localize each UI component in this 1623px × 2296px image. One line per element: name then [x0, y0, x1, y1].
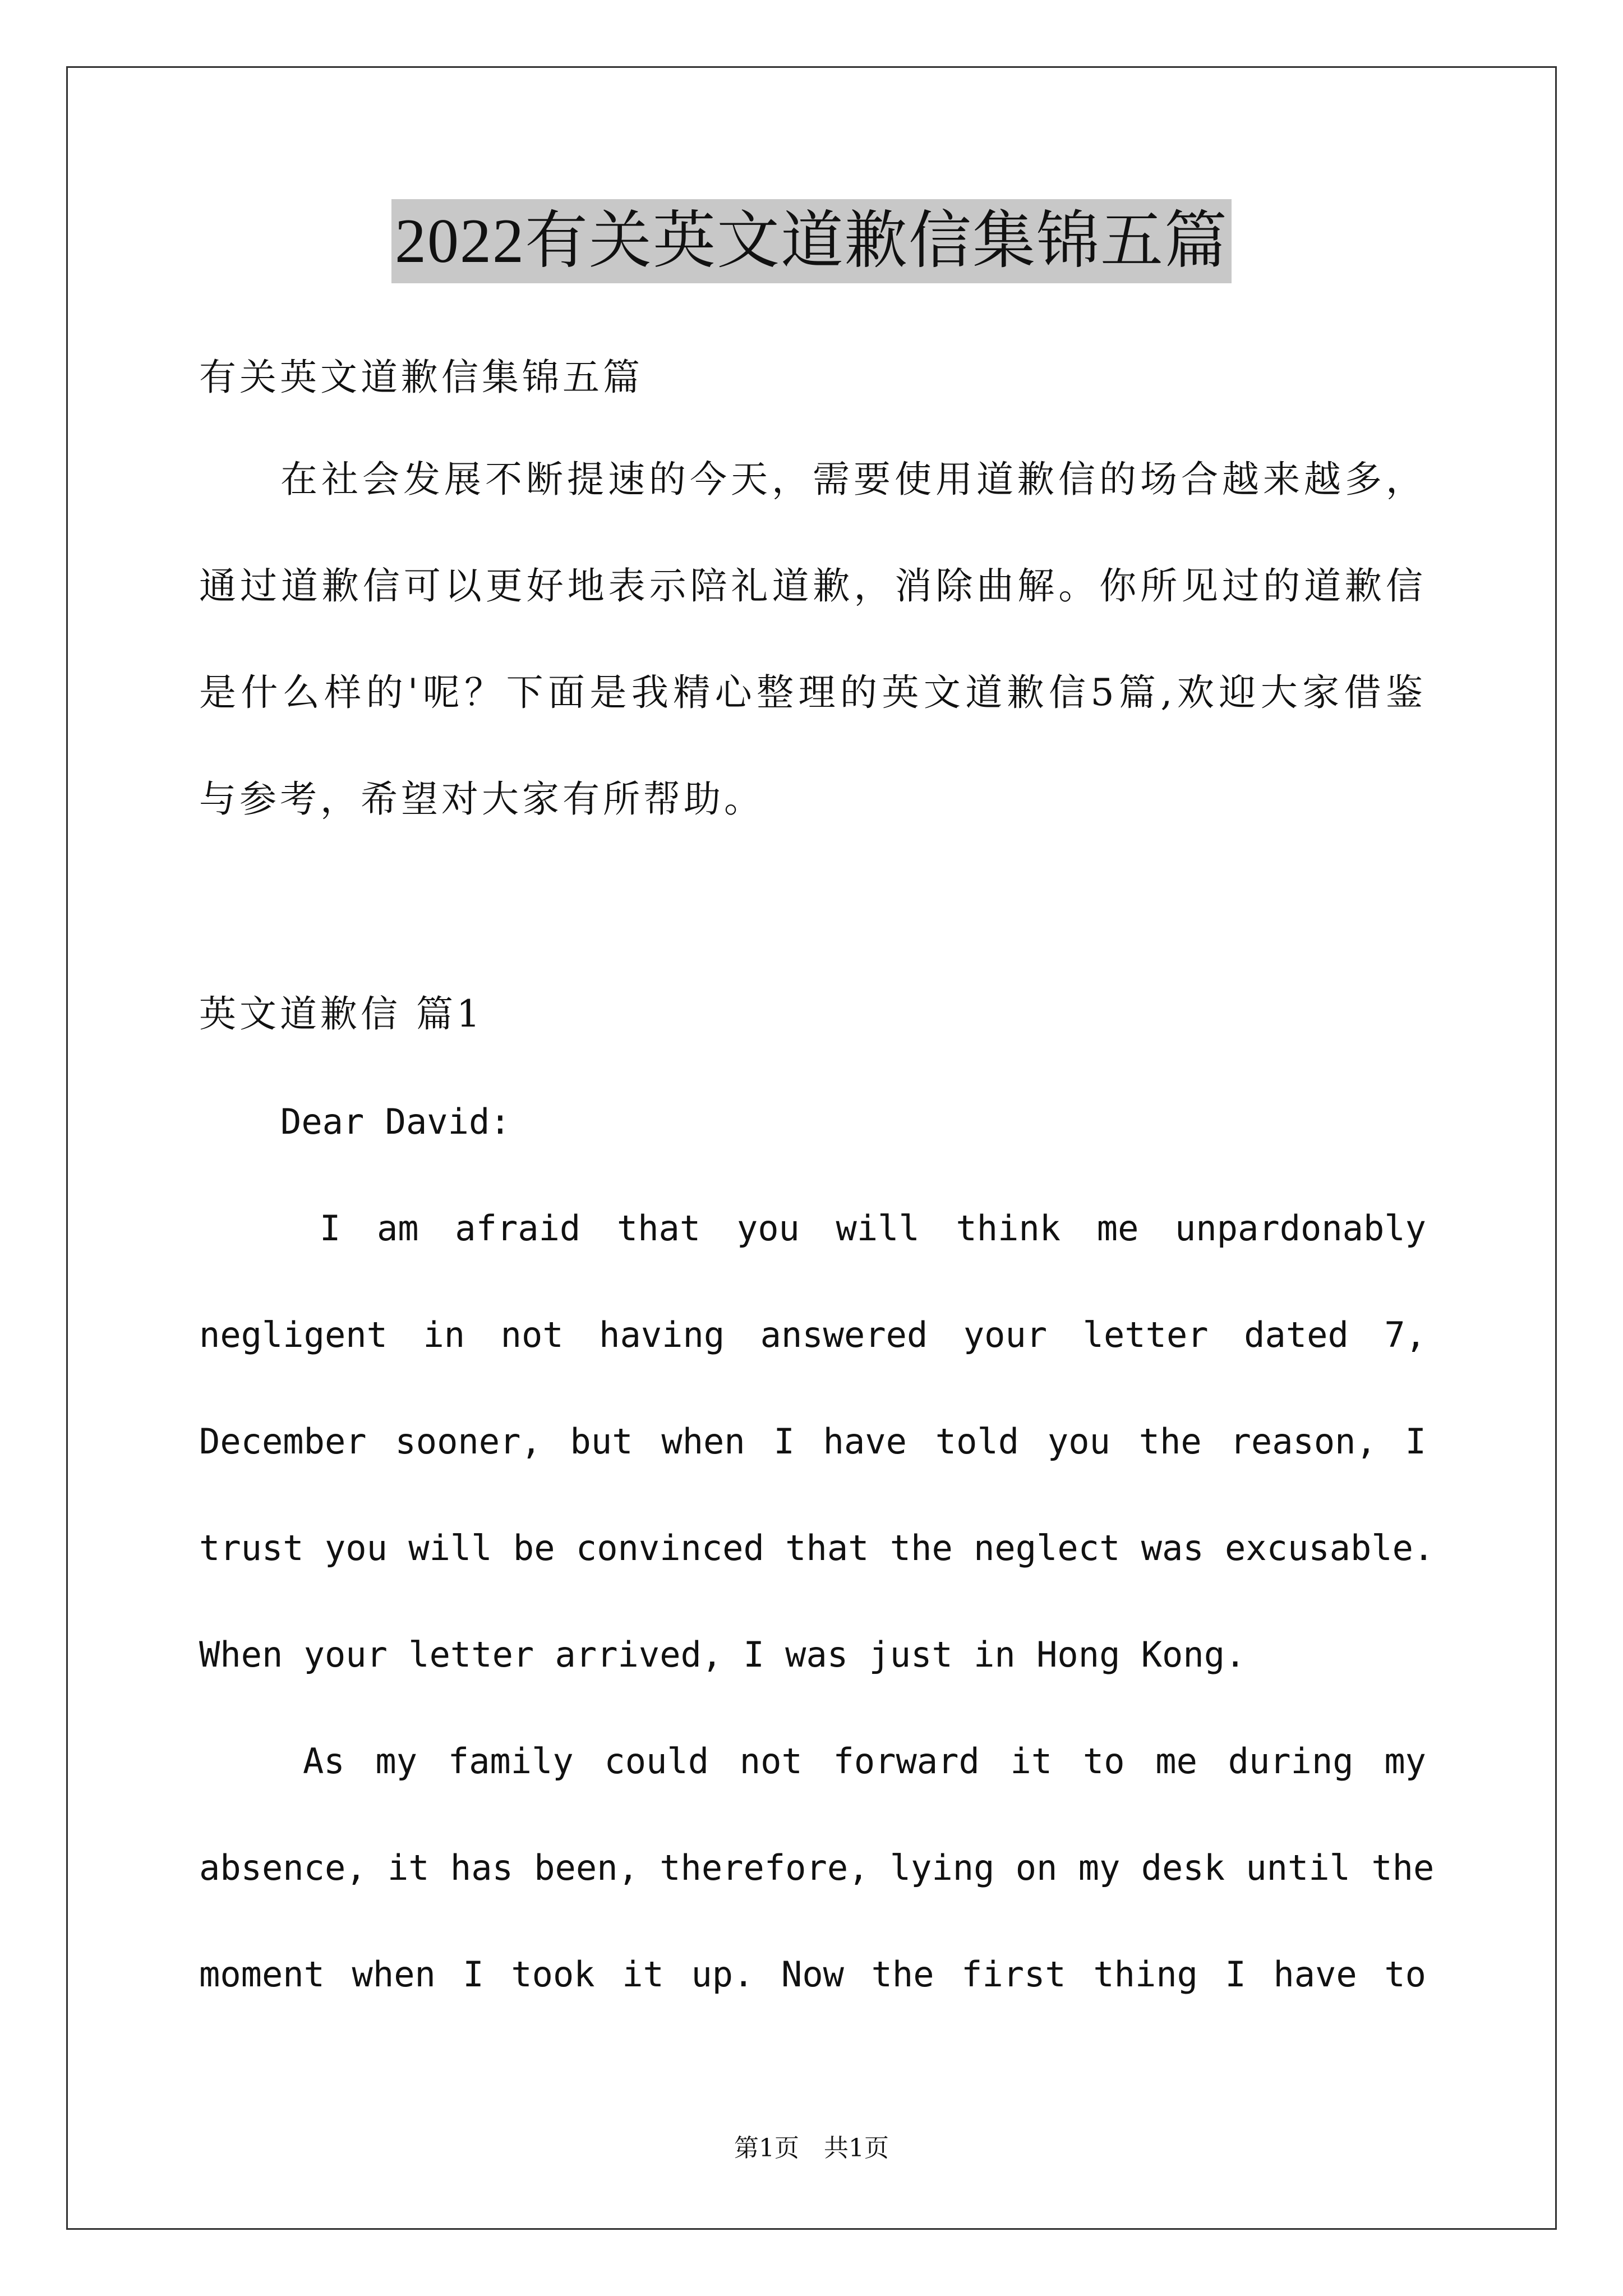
letter-line: When your letter arrived, I was just in Hong Kong.: [199, 1634, 1246, 1675]
letter-line: As my family could not forward it to me during my: [303, 1741, 1426, 1782]
intro-line: 通过道歉信可以更好地表示陪礼道歉，消除曲解。你所见过的道歉信: [199, 564, 1426, 608]
letter-line: I am afraid that you will think me unpardonably: [320, 1208, 1426, 1249]
letter-line: moment when I took it up. Now the first thing I have to: [199, 1954, 1426, 1995]
intro-line: 是什么样的'呢？下面是我精心整理的英文道歉信5篇,欢迎大家借鉴: [199, 671, 1426, 714]
letter-salutation: Dear David:: [280, 1101, 511, 1142]
letter-line: December sooner, but when I have told you the reason, I: [199, 1421, 1426, 1462]
intro-line: 与参考，希望对大家有所帮助。: [199, 777, 764, 821]
letter-line: trust you will be convinced that the neglect was excusable.: [199, 1527, 1435, 1568]
page-footer: 第1页 共1页: [734, 2134, 889, 2162]
title-container: [0, 199, 1623, 283]
section-heading: 英文道歉信 篇1: [199, 992, 483, 1036]
document-subtitle: 有关英文道歉信集锦五篇: [199, 356, 643, 399]
document-title: 2022有关英文道歉信集锦五篇: [391, 199, 1232, 283]
intro-line: 在社会发展不断提速的今天，需要使用道歉信的场合越来越多，: [280, 458, 1426, 501]
letter-line: negligent in not having answered your letter dated 7,: [199, 1314, 1426, 1355]
letter-line: absence, it has been, therefore, lying on my desk until the: [199, 1847, 1435, 1888]
